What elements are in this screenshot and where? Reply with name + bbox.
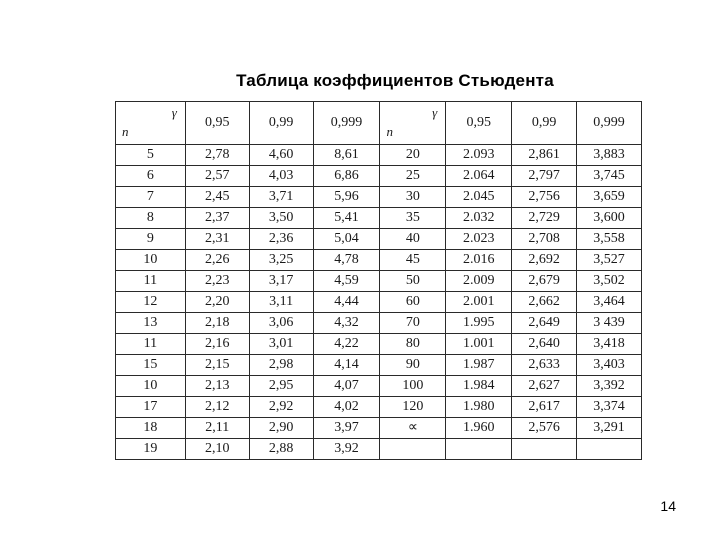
table-cell: 10	[116, 250, 186, 271]
table-row	[116, 355, 642, 376]
table-cell: 13	[116, 313, 186, 334]
table-cell: 4,02	[313, 397, 380, 418]
table-cell: 3,558	[577, 229, 642, 250]
table-cell: 3,97	[313, 418, 380, 439]
table-row	[116, 145, 642, 166]
page-number: 14	[660, 498, 676, 514]
table-cell: 3,50	[249, 208, 313, 229]
table-cell: 2.064	[446, 166, 512, 187]
table-row	[116, 166, 642, 187]
header-corner-right	[380, 102, 446, 145]
table-cell: 4,78	[313, 250, 380, 271]
table-cell: 2,92	[249, 397, 313, 418]
table-cell: 2,708	[512, 229, 577, 250]
table-cell: 3,25	[249, 250, 313, 271]
table-cell: 1.995	[446, 313, 512, 334]
header-cell: 0,99	[512, 102, 577, 145]
table-cell: 3,01	[249, 334, 313, 355]
table-cell: 3,745	[577, 166, 642, 187]
table-cell: 2,797	[512, 166, 577, 187]
table-row	[116, 208, 642, 229]
table-cell: 3,527	[577, 250, 642, 271]
table-cell	[446, 439, 512, 460]
table-cell: 3,464	[577, 292, 642, 313]
table-row	[116, 334, 642, 355]
table-cell: 6	[116, 166, 186, 187]
table-cell: 4,59	[313, 271, 380, 292]
table-cell: 3,883	[577, 145, 642, 166]
table-row	[116, 292, 642, 313]
table-cell: 10	[116, 376, 186, 397]
table-cell: 2,12	[185, 397, 249, 418]
table-cell: 3,92	[313, 439, 380, 460]
page-title: Таблица коэффициентов Стьюдента	[236, 71, 554, 90]
header-cell: 0,99	[249, 102, 313, 145]
table-cell: 2,20	[185, 292, 249, 313]
table-cell: 2,36	[249, 229, 313, 250]
table-cell: 20	[380, 145, 446, 166]
table-cell: 2,90	[249, 418, 313, 439]
table-cell: 17	[116, 397, 186, 418]
table-cell: 2.023	[446, 229, 512, 250]
table-cell: 9	[116, 229, 186, 250]
table-cell: 2,16	[185, 334, 249, 355]
table-cell: 1.001	[446, 334, 512, 355]
table-cell: 2,13	[185, 376, 249, 397]
header-cell: 0,95	[185, 102, 249, 145]
table-cell: 1.987	[446, 355, 512, 376]
table-cell: 35	[380, 208, 446, 229]
table-cell: 2,576	[512, 418, 577, 439]
table-cell: 2.016	[446, 250, 512, 271]
table-cell: 2,692	[512, 250, 577, 271]
table-row	[116, 313, 642, 334]
table-cell: 70	[380, 313, 446, 334]
table-cell: 8,61	[313, 145, 380, 166]
table-cell: 18	[116, 418, 186, 439]
table-cell: 40	[380, 229, 446, 250]
table-cell: 3,392	[577, 376, 642, 397]
table-cell: 2,679	[512, 271, 577, 292]
table-row	[116, 271, 642, 292]
table-cell: 2,729	[512, 208, 577, 229]
table-cell: 2,640	[512, 334, 577, 355]
table-cell: 2,37	[185, 208, 249, 229]
table-cell: 12	[116, 292, 186, 313]
table-cell: 5,96	[313, 187, 380, 208]
table-body	[116, 145, 642, 460]
table-cell: 3 439	[577, 313, 642, 334]
table-cell: 2,26	[185, 250, 249, 271]
n-label: n	[386, 124, 393, 139]
table-cell: 80	[380, 334, 446, 355]
table-cell: 2,23	[185, 271, 249, 292]
table-cell: 2,627	[512, 376, 577, 397]
table-cell: 2,756	[512, 187, 577, 208]
table-cell: 2,18	[185, 313, 249, 334]
table-row	[116, 376, 642, 397]
header-cell: 0,95	[446, 102, 512, 145]
table-cell	[577, 439, 642, 460]
table-cell: 90	[380, 355, 446, 376]
table-cell: 2,617	[512, 397, 577, 418]
table-cell: 2,662	[512, 292, 577, 313]
table-cell: 4,22	[313, 334, 380, 355]
table-row	[116, 229, 642, 250]
table-cell: 3,374	[577, 397, 642, 418]
header-cell: 0,999	[313, 102, 380, 145]
table-cell: 2.093	[446, 145, 512, 166]
table-cell	[512, 439, 577, 460]
table-cell: 3,600	[577, 208, 642, 229]
table-cell: 2,78	[185, 145, 249, 166]
table-cell: 19	[116, 439, 186, 460]
table-cell	[380, 439, 446, 460]
table-cell: 2,45	[185, 187, 249, 208]
table-cell: 4,07	[313, 376, 380, 397]
table-cell: 6,86	[313, 166, 380, 187]
table-cell: 2,57	[185, 166, 249, 187]
table-cell: 3,06	[249, 313, 313, 334]
table-cell: 100	[380, 376, 446, 397]
table-cell: 4,14	[313, 355, 380, 376]
table-cell: 7	[116, 187, 186, 208]
table-cell: 2,633	[512, 355, 577, 376]
table-header-row	[116, 102, 642, 145]
table-row	[116, 397, 642, 418]
table-cell: 2,649	[512, 313, 577, 334]
table-cell: 1.960	[446, 418, 512, 439]
table-cell: ∝	[380, 418, 446, 439]
table-row	[116, 418, 642, 439]
table-cell: 2,15	[185, 355, 249, 376]
table-cell: 8	[116, 208, 186, 229]
gamma-label: γ	[432, 105, 438, 120]
table-cell: 1.980	[446, 397, 512, 418]
table-cell: 2,11	[185, 418, 249, 439]
table-cell: 3,17	[249, 271, 313, 292]
table-cell: 2,88	[249, 439, 313, 460]
header-corner-left	[116, 102, 186, 145]
table-row	[116, 187, 642, 208]
table-cell: 11	[116, 334, 186, 355]
table-row	[116, 439, 642, 460]
table-cell: 2.009	[446, 271, 512, 292]
student-coefficients-table	[115, 101, 642, 460]
table-cell: 120	[380, 397, 446, 418]
table-cell: 15	[116, 355, 186, 376]
table-cell: 2.045	[446, 187, 512, 208]
gamma-label: γ	[171, 105, 177, 120]
table-cell: 2,95	[249, 376, 313, 397]
table-cell: 3,11	[249, 292, 313, 313]
table-cell: 50	[380, 271, 446, 292]
table-cell: 60	[380, 292, 446, 313]
table-cell: 4,60	[249, 145, 313, 166]
table-cell: 3,502	[577, 271, 642, 292]
table-cell: 5	[116, 145, 186, 166]
table-cell: 3,659	[577, 187, 642, 208]
table-cell: 30	[380, 187, 446, 208]
table-cell: 1.984	[446, 376, 512, 397]
table-cell: 2,98	[249, 355, 313, 376]
header-cell: 0,999	[577, 102, 642, 145]
table-cell: 5,41	[313, 208, 380, 229]
table-cell: 3,291	[577, 418, 642, 439]
table-row	[116, 250, 642, 271]
table-cell: 3,71	[249, 187, 313, 208]
table-cell: 3,403	[577, 355, 642, 376]
table-cell: 5,04	[313, 229, 380, 250]
table-cell: 4,44	[313, 292, 380, 313]
table-cell: 2,861	[512, 145, 577, 166]
table-cell: 2.032	[446, 208, 512, 229]
table-cell: 45	[380, 250, 446, 271]
table-cell: 3,418	[577, 334, 642, 355]
table-cell: 2,10	[185, 439, 249, 460]
n-label: n	[122, 124, 129, 139]
table-cell: 11	[116, 271, 186, 292]
table-cell: 25	[380, 166, 446, 187]
table-cell: 4,03	[249, 166, 313, 187]
table-cell: 2.001	[446, 292, 512, 313]
table-cell: 4,32	[313, 313, 380, 334]
table-cell: 2,31	[185, 229, 249, 250]
